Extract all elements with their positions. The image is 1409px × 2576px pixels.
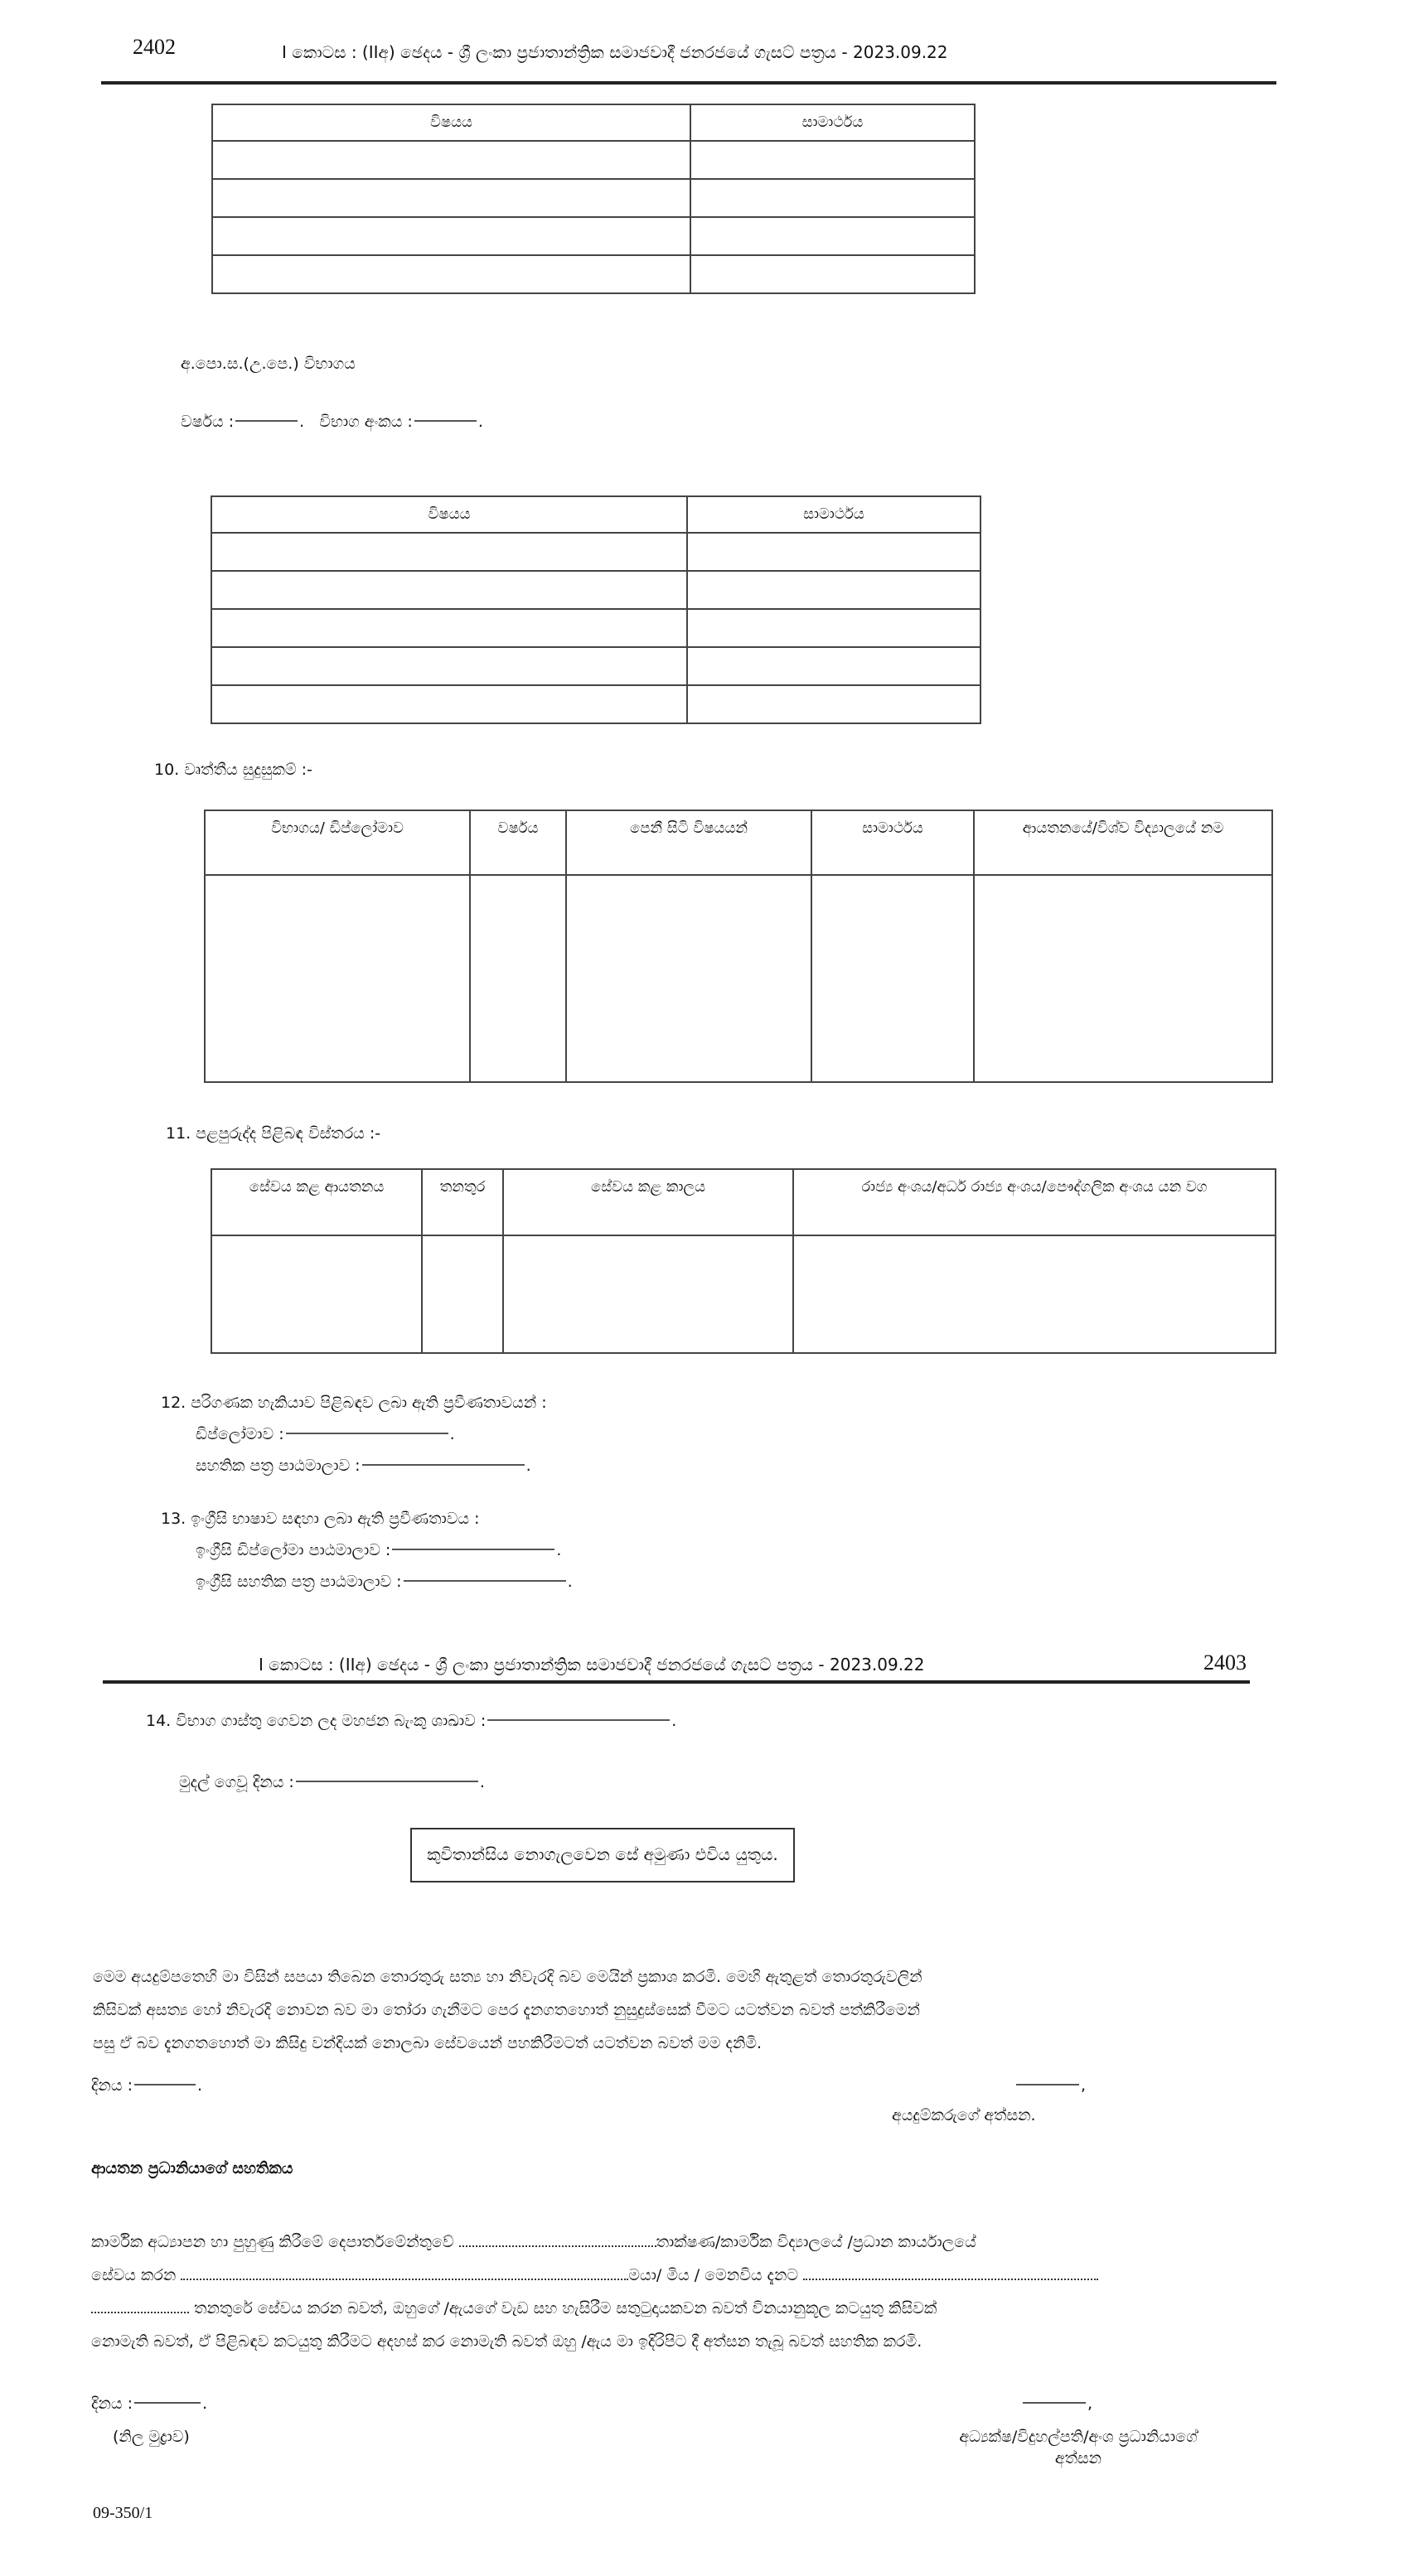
certificate-conduct-text: තනතුරේ සේවය කරන බවත්, ඔහුගේ /ඇයගේ වැඩ සහ හැසිරීම සතුටුදායකවන බවත් විනයානුකූල කටයුතු කිසිවක් [194, 2299, 937, 2317]
col-pass: සාමාර්ථය [690, 104, 975, 141]
cell-subject[interactable] [211, 685, 687, 723]
cell-exam-diploma[interactable] [205, 875, 470, 1082]
head-signature-label-line1: අධ්‍යක්ෂ/විදුහල්පති/අංශ ප්‍රධානියාගේ [959, 2428, 1198, 2446]
cell-institute[interactable] [974, 875, 1272, 1082]
cell-pass[interactable] [687, 647, 980, 685]
applicant-signature-line: , [1014, 2075, 1086, 2096]
col-period: සේවය කළ කාලය [503, 1169, 793, 1235]
al-exam-title: අ.පො.ස.(උ.පෙ.) විභාගය [181, 355, 356, 373]
cell-pass[interactable] [690, 255, 975, 293]
cell-pass[interactable] [690, 217, 975, 255]
cell-pass[interactable] [811, 875, 974, 1082]
year-label: වර්ෂය : [181, 413, 235, 431]
table-row [211, 685, 980, 723]
certificate-department-text: කාර්මික අධ්‍යාපන හා පුහුණු කිරීමේ දෙපාර්තමේන්තුවේ [91, 2233, 454, 2251]
head-signature-label-line2: අත්සන [1054, 2449, 1102, 2467]
col-subjects: පෙනී සිටි විෂයයන් [566, 810, 811, 875]
applicant-date-field[interactable] [134, 2084, 196, 2085]
paid-date-row: මුදල් ගෙවූ දිනය : . [179, 1773, 485, 1791]
head-date-label: දිනය : [91, 2395, 133, 2413]
page-number: 2403 [1203, 1650, 1247, 1675]
al-results-table [211, 495, 981, 724]
section-14-row: 14. විභාග ගාස්තු ගෙවන ලද මහජන බැංකු ශාඛාව : . [146, 1712, 677, 1730]
declaration-line: මෙම අයදුම්පතෙහි මා විසින් සපයා තිබෙන තොරතුරු සත්‍ය හා නිවැරදි බව මෙයින් ප්‍රකාශ කරමි. මෙහි ඇතුළත් තොරතුරුවලින් [93, 1968, 922, 1986]
table-row [211, 647, 980, 685]
english-certificate-field[interactable] [404, 1580, 566, 1582]
computer-diploma-label: ඩිප්ලෝමාව : [196, 1425, 284, 1443]
cell-pass[interactable] [687, 571, 980, 609]
applicant-signature-label: අයදුම්කරුගේ අත්සන. [892, 2106, 1036, 2124]
page-number: 2402 [133, 35, 176, 59]
header-rule [101, 81, 1276, 85]
computer-certificate-field[interactable] [362, 1464, 525, 1466]
official-seal-label: (නිල මුද්‍රාව) [113, 2428, 190, 2446]
table-row [211, 571, 980, 609]
col-pass: සාමාර්ථය [687, 496, 980, 533]
computer-diploma-row: ඩිප්ලෝමාව : . [196, 1425, 455, 1443]
cell-institution[interactable] [211, 1235, 422, 1353]
cell-sector[interactable] [793, 1235, 1276, 1353]
table-row [211, 1235, 1276, 1353]
section-10-title: 10. වෘත්තීය සුදුසුකම් :- [154, 761, 312, 779]
section-14-title: 14. විභාග ගාස්තු ගෙවන ලද මහජන බැංකු ශාඛාව : [146, 1712, 487, 1730]
cell-subject[interactable] [212, 255, 690, 293]
cell-subject[interactable] [212, 141, 690, 179]
bank-branch-field[interactable] [487, 1719, 670, 1721]
col-sector: රාජ්‍ය අංශය/අර්ධ රාජ්‍ය අංශය/පෞද්ගලික අංශය යන වග [793, 1169, 1276, 1235]
index-label: විභාග අංකය : [319, 413, 413, 431]
footer-code: 09-350/1 [93, 2504, 153, 2522]
head-date-row: දිනය : . [91, 2395, 208, 2413]
english-diploma-label: ඉංග්‍රීසි ඩිප්ලෝමා පාඨමාලාව : [196, 1541, 391, 1559]
declaration-line: පසු ඒ බව දැනගතහොත් මා කිසිදු වන්දියක් නොලබා සේවයෙන් පහකිරීමටත් යටත්වන බවත් මම දනිමි. [93, 2034, 763, 2052]
col-institution: සේවය කළ ආයතනය [211, 1169, 422, 1235]
applicant-date-row: දිනය : . [91, 2076, 203, 2095]
declaration-line: කිසිවක් අසත්‍ය හෝ නිවැරදි නොවන බව මා තෝරා ගැනීමට පෙර දැනගතහොත් නුසුදුස්සෙක් වීමට යටත්වන බවත් පත්කිරීමෙන් [93, 2001, 920, 2019]
cell-post[interactable] [422, 1235, 503, 1353]
table-row [212, 255, 975, 293]
certificate-line: නොමැති බවත්, ඒ පිළිබඳව කටයුතු කිරීමට අදහස් කර නොමැති බවත් ඔහු /ඇය මා ඉදිරිපිට දී අත්සන තැබූ බවත් සහතික කරමි. [91, 2332, 922, 2351]
table-row [205, 875, 1272, 1082]
section-11-title: 11. පළපුරුද්ද පිළිබඳ විස්තරය :- [166, 1124, 381, 1143]
certificate-text [91, 2226, 1271, 2358]
header-rule [103, 1680, 1250, 1684]
officer-name-field[interactable] [181, 2279, 628, 2280]
head-signature-line: , [1021, 2393, 1092, 2414]
certificate-line [91, 2259, 1271, 2292]
applicant-signature-field[interactable] [1016, 2084, 1079, 2085]
cell-year[interactable] [470, 875, 566, 1082]
section-12-title: 12. පරිගණක හැකියාව පිළිබඳව ලබා ඇති ප්‍රවීණතාවයන් : [161, 1394, 547, 1412]
professional-qualifications-table [204, 810, 1273, 1083]
index-field[interactable] [414, 420, 477, 422]
receipt-notice-text: කුවිතාන්සිය නොගැලවෙන සේ අමුණා එවිය යුතුය. [427, 1844, 778, 1864]
english-certificate-label: ඉංග්‍රීසි සහතික පත්‍ර පාඨමාලාව : [196, 1573, 402, 1591]
current-post-field[interactable] [803, 2279, 1098, 2280]
college-name-field[interactable] [459, 2245, 656, 2247]
table-row [212, 217, 975, 255]
cell-subject[interactable] [211, 609, 687, 647]
english-diploma-field[interactable] [392, 1549, 554, 1550]
gazette-header: I කොටස : (IIඅ) ඡෙදය - ශ්‍රී ලංකා ප්‍රජාතාන්ත්‍රික සමාජවාදී ජනරජයේ ගැසට් පත්‍රය - 2023.09.22 [259, 1655, 925, 1675]
cell-pass[interactable] [690, 141, 975, 179]
cell-period[interactable] [503, 1235, 793, 1353]
cell-pass[interactable] [690, 179, 975, 217]
certificate-line [91, 2292, 1271, 2325]
year-field[interactable] [235, 420, 298, 422]
post-field[interactable] [91, 2312, 189, 2313]
certificate-college-text: තාක්ෂණ/කාර්මික විද්‍යාලයේ /ප්‍රධාන කාර්යාලයේ [656, 2233, 976, 2251]
cell-pass[interactable] [687, 533, 980, 571]
col-subject: විෂයය [211, 496, 687, 533]
cell-pass[interactable] [687, 609, 980, 647]
computer-certificate-label: සහතික පත්‍ර පාඨමාලාව : [196, 1457, 361, 1475]
head-signature-label [867, 2426, 1290, 2469]
cell-pass[interactable] [687, 685, 980, 723]
certificate-title-text: මයා/ මිය / මෙනවිය දැනට [628, 2266, 799, 2284]
paid-date-label: මුදල් ගෙවූ දිනය : [179, 1773, 294, 1791]
certificate-line [91, 2226, 1271, 2259]
computer-certificate-row: සහතික පත්‍ර පාඨමාලාව : . [196, 1457, 531, 1475]
cell-subject[interactable] [212, 179, 690, 217]
col-pass: සාමාර්ථය [811, 810, 974, 875]
computer-diploma-field[interactable] [286, 1433, 448, 1434]
english-diploma-row: ඉංග්‍රීසි ඩිප්ලෝමා පාඨමාලාව : . [196, 1541, 562, 1559]
table-row [211, 609, 980, 647]
certificate-title: ආයතන ප්‍රධානියාගේ සහතිකය [91, 2159, 293, 2177]
cell-subjects[interactable] [566, 875, 811, 1082]
table-row [212, 179, 975, 217]
ol-results-table [211, 104, 976, 294]
gazette-header: I කොටස : (IIඅ) ඡෙදය - ශ්‍රී ලංකා ප්‍රජාතාන්ත්‍රික සමාජවාදී ජනරජයේ ගැසට් පත්‍රය - 2023.09.22 [282, 42, 948, 62]
receipt-notice-box [410, 1828, 795, 1882]
col-subject: විෂයය [212, 104, 690, 141]
experience-table [211, 1168, 1276, 1354]
declaration-text [93, 1960, 1270, 2060]
cell-subject[interactable] [211, 571, 687, 609]
table-row [212, 141, 975, 179]
col-exam-diploma: විභාගය/ ඩිප්ලෝමාව [205, 810, 470, 875]
applicant-date-label: දිනය : [91, 2076, 133, 2095]
section-13-title: 13. ඉංග්‍රීසි භාෂාව සඳහා ලබා ඇති ප්‍රවීණතාවය : [161, 1510, 480, 1528]
col-institute: ආයතනයේ/විශ්ව විද්‍යාලයේ නම [974, 810, 1272, 875]
cell-subject[interactable] [212, 217, 690, 255]
certificate-serving-text: සේවය කරන [91, 2266, 177, 2284]
paid-date-field[interactable] [296, 1781, 478, 1782]
col-year: වර්ෂය [470, 810, 566, 875]
table-row [211, 533, 980, 571]
cell-subject[interactable] [211, 533, 687, 571]
al-exam-fields: වර්ෂය : . විභාග අංකය : . [181, 413, 483, 431]
cell-subject[interactable] [211, 647, 687, 685]
head-signature-field[interactable] [1023, 2402, 1086, 2404]
english-certificate-row: ඉංග්‍රීසි සහතික පත්‍ර පාඨමාලාව : . [196, 1573, 573, 1591]
head-date-field[interactable] [134, 2402, 201, 2404]
col-post: තනතුර [422, 1169, 503, 1235]
